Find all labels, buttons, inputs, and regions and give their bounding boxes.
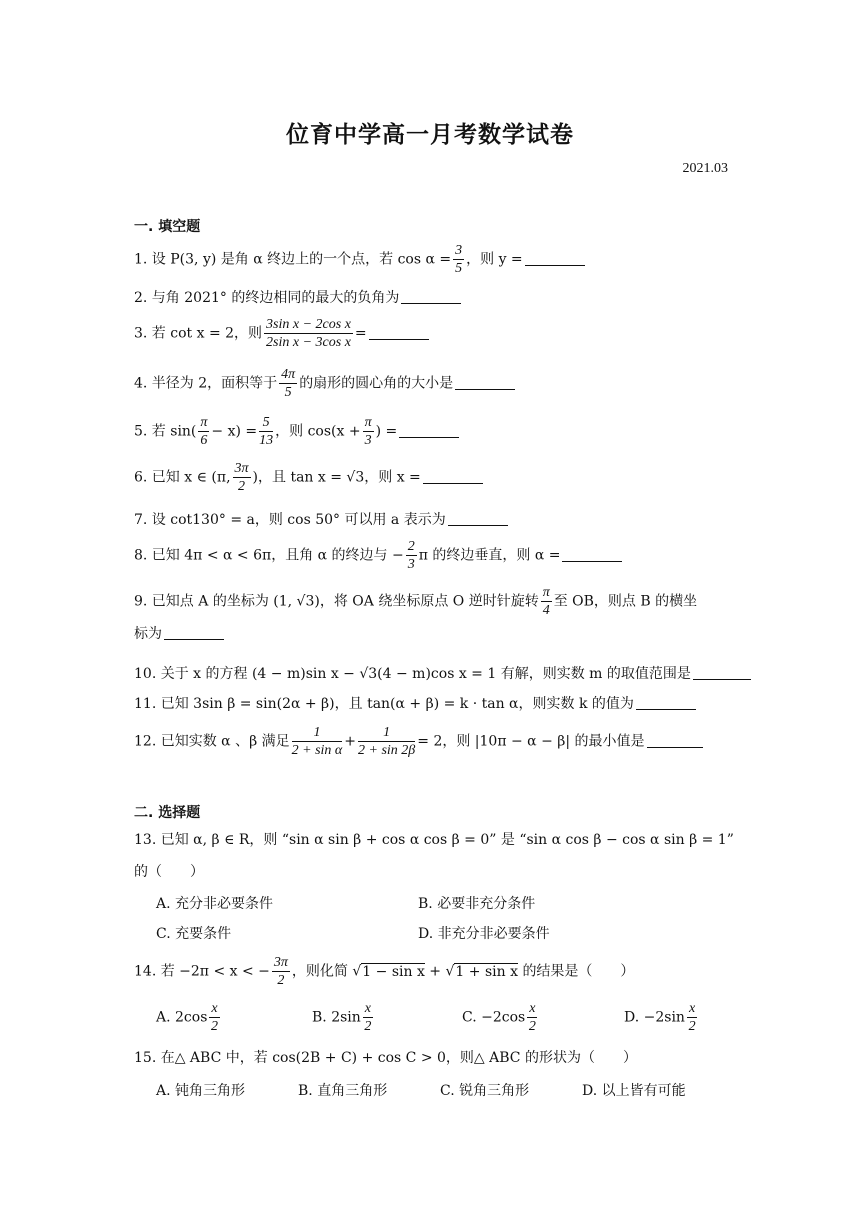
q14-option-c[interactable]: C. −2cos $\frac{x}{2}$ bbox=[462, 1001, 536, 1034]
q15-option-c[interactable]: C. 锐角三角形 bbox=[440, 1083, 530, 1099]
q9-text: 9. 已知点 A 的坐标为 (1, √3)，将 OA 绕坐标原点 O 逆时针旋转 bbox=[134, 593, 539, 610]
q6-fraction: $\frac{3\pi}{2}$ bbox=[234, 461, 249, 494]
q5-text-mid2: ，则 cos(x + bbox=[275, 423, 361, 440]
q13-option-d[interactable]: D. 非充分非必要条件 bbox=[418, 926, 550, 942]
q11-text: 11. 已知 3sin β = sin(2α + β)，且 tan(α + β) = k · tan α，则实数 k 的值为 bbox=[134, 696, 634, 712]
answer-blank[interactable] bbox=[423, 469, 483, 484]
question-9-line-2 bbox=[134, 624, 734, 644]
section-fill-in: 一. 填空题 bbox=[134, 219, 201, 235]
q13-option-a[interactable]: A. 充分非必要条件 bbox=[156, 896, 274, 912]
question-13-line-2 bbox=[134, 862, 734, 882]
section-multiple-choice: 二. 选择题 bbox=[134, 805, 201, 821]
q14-option-d[interactable]: D. −2sin $\frac{x}{2}$ bbox=[624, 1001, 696, 1034]
answer-blank[interactable] bbox=[693, 665, 751, 680]
q9-text-end: 至 OB，则点 B 的横坐 bbox=[553, 593, 698, 610]
q12-plus: + bbox=[344, 733, 356, 750]
q15-text: 15. 在△ ABC 中，若 cos(2B + C) + cos C > 0，则△ ABC 的形状为（ ） bbox=[134, 1050, 637, 1066]
q14-text-mid: ，则化简 bbox=[291, 963, 348, 980]
q9-text-2: 标为 bbox=[134, 626, 162, 642]
answer-blank[interactable] bbox=[401, 289, 461, 304]
q13-text-2: 的（ ） bbox=[134, 864, 204, 880]
q14-text-end: 的结果是（ ） bbox=[522, 963, 635, 980]
q5-text-mid: − x) = bbox=[211, 423, 258, 440]
q6-text-end: )，且 tan x = √3，则 x = bbox=[252, 469, 421, 486]
q14-sqrt-1: 1 − sin x bbox=[362, 963, 425, 980]
q5-fraction-1: $\frac{\pi}{6}$ bbox=[200, 415, 208, 448]
q7-text: 7. 设 cot130° = a，则 cos 50° 可以用 a 表示为 bbox=[134, 512, 446, 528]
question-7 bbox=[134, 510, 734, 530]
page-title: 位育中学高一月考数学试卷 bbox=[286, 121, 574, 148]
question-2 bbox=[134, 288, 734, 308]
q8-text: 8. 已知 4π < α < 6π，且角 α 的终边与 − bbox=[134, 547, 404, 564]
q14-option-a[interactable]: A. 2cos $\frac{x}{2}$ bbox=[156, 1001, 218, 1034]
q4-text-end: 的扇形的圆心角的大小是 bbox=[299, 375, 454, 392]
q10-text: 10. 关于 x 的方程 (4 − m)sin x − √3(4 − m)cos x = 1 有解，则实数 m 的取值范围是 bbox=[134, 666, 691, 682]
answer-blank[interactable] bbox=[369, 325, 429, 340]
q13-text: 13. 已知 α, β ∈ R，则 “sin α sin β + cos α cos β = 0” 是 “sin α cos β − cos α sin β = 1” bbox=[134, 832, 734, 848]
answer-blank[interactable] bbox=[647, 733, 703, 748]
answer-blank[interactable] bbox=[164, 625, 224, 640]
q1-fraction: $\frac{3}{5}$ bbox=[455, 243, 463, 276]
q3-text: 3. 若 cot x = 2，则 bbox=[134, 325, 263, 342]
answer-blank[interactable] bbox=[399, 423, 459, 438]
answer-blank[interactable] bbox=[562, 547, 622, 562]
question-11 bbox=[134, 694, 734, 714]
question-3 bbox=[134, 316, 734, 351]
q5-text-end: ) = bbox=[375, 423, 398, 440]
question-15 bbox=[134, 1048, 734, 1068]
question-4 bbox=[134, 366, 734, 401]
q2-text: 2. 与角 2021° 的终边相同的最大的负角为 bbox=[134, 290, 400, 306]
question-5 bbox=[134, 414, 734, 449]
q13-option-b[interactable]: B. 必要非充分条件 bbox=[418, 896, 536, 912]
answer-blank[interactable] bbox=[455, 375, 515, 390]
q1-text: 1. 设 P(3, y) 是角 α 终边上的一个点，若 cos α = bbox=[134, 251, 452, 268]
answer-blank[interactable] bbox=[636, 695, 696, 710]
question-10 bbox=[134, 664, 734, 684]
q15-option-d[interactable]: D. 以上皆有可能 bbox=[582, 1083, 686, 1099]
q5-fraction-2: $\frac{5}{13}$ bbox=[259, 415, 274, 448]
q12-fraction-2: $\frac{1}{2 + \sin 2\beta}$ bbox=[358, 725, 416, 758]
q9-fraction: $\frac{\pi}{4}$ bbox=[542, 585, 550, 618]
q12-text: 12. 已知实数 α 、β 满足 bbox=[134, 733, 290, 750]
q3-fraction: $\frac{\text{3sin x − 2cos x}}{\text{2sin x − 3cos x}}$ bbox=[266, 317, 351, 350]
q5-fraction-3: $\frac{\pi}{3}$ bbox=[364, 415, 372, 448]
q15-option-b[interactable]: B. 直角三角形 bbox=[298, 1083, 388, 1099]
q14-option-b[interactable]: B. 2sin $\frac{x}{2}$ bbox=[312, 1001, 372, 1034]
q15-option-a[interactable]: A. 钝角三角形 bbox=[156, 1083, 246, 1099]
q14-fraction: $\frac{3\pi}{2}$ bbox=[273, 955, 288, 988]
q13-option-c[interactable]: C. 充要条件 bbox=[156, 926, 232, 942]
q12-fraction-1: $\frac{1}{\text{2 + sin α}}$ bbox=[291, 725, 343, 758]
q8-fraction: $\frac{2}{3}$ bbox=[407, 539, 415, 572]
q4-fraction: $\frac{4\pi}{5}$ bbox=[281, 367, 296, 400]
q14-text: 14. 若 −2π < x < − bbox=[134, 963, 270, 980]
question-1 bbox=[134, 242, 734, 277]
q8-text-end: π 的终边垂直，则 α = bbox=[418, 547, 561, 564]
q5-text: 5. 若 sin( bbox=[134, 423, 197, 440]
q6-text: 6. 已知 x ∈ (π, bbox=[134, 469, 231, 486]
question-8 bbox=[134, 538, 734, 573]
q1-text-end: ，则 y = bbox=[466, 251, 523, 268]
question-13 bbox=[134, 830, 734, 850]
question-6 bbox=[134, 460, 734, 495]
q14-sqrt-2: 1 + sin x bbox=[455, 963, 518, 980]
question-12 bbox=[134, 724, 734, 759]
question-9 bbox=[134, 584, 734, 619]
q4-text: 4. 半径为 2，面积等于 bbox=[134, 375, 278, 392]
exam-date: 2021.03 bbox=[682, 161, 728, 176]
answer-blank[interactable] bbox=[525, 251, 585, 266]
question-14: 14. 若 −2π < x < − $\frac{3\pi}{2}$ ，则化简 √1 − sin x + √1 + sin x 的结果是（ ） bbox=[134, 955, 635, 988]
q3-text-end: = bbox=[354, 325, 367, 342]
q12-text-end: = 2，则 |10π − α − β| 的最小值是 bbox=[417, 733, 645, 750]
answer-blank[interactable] bbox=[448, 511, 508, 526]
